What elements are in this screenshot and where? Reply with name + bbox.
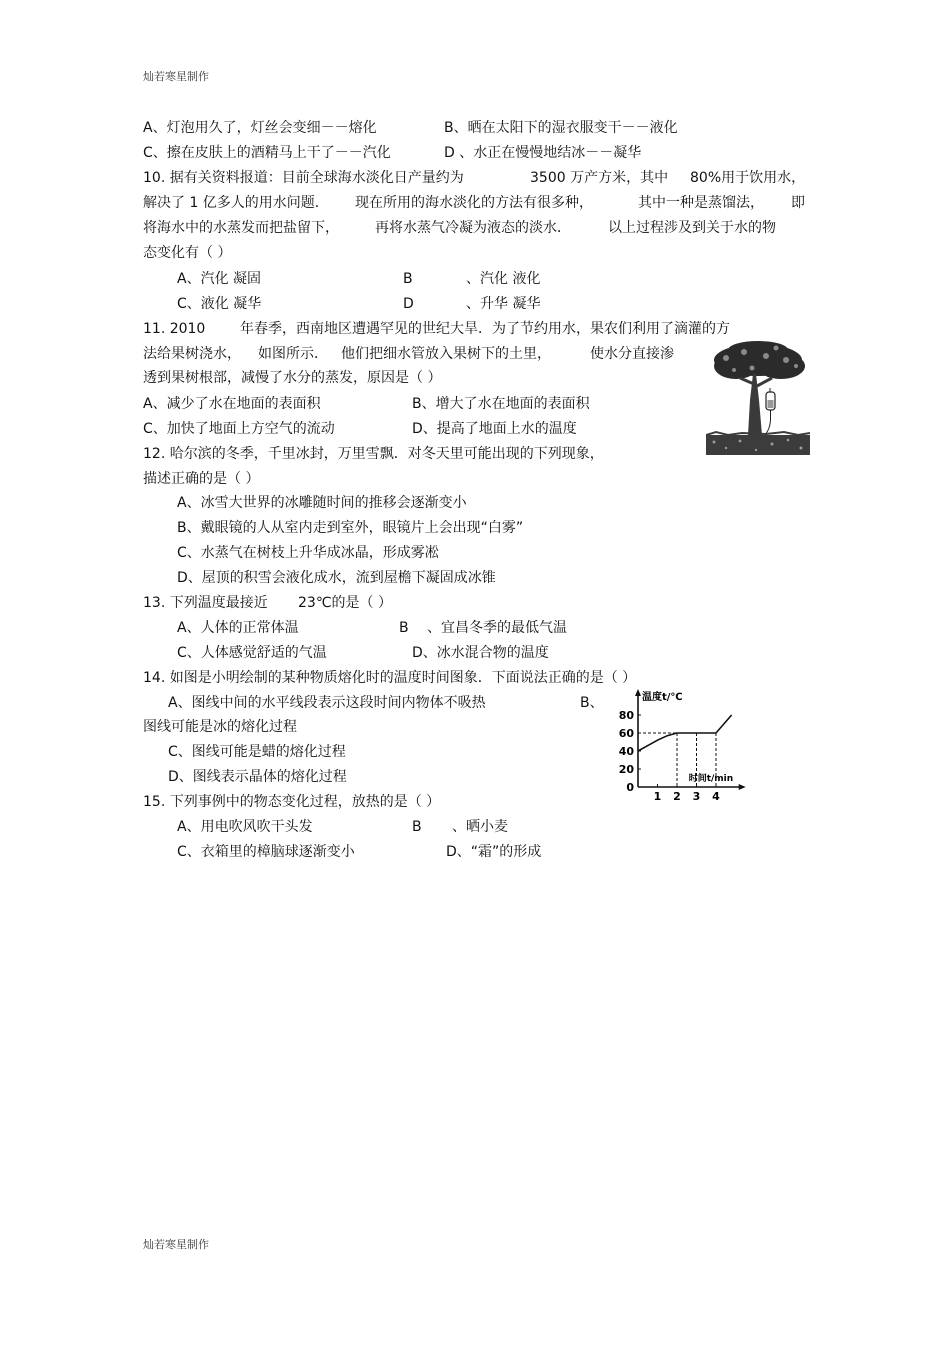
q13-line1a: 13. 下列温度最接近 [143,595,268,611]
q13-option-b: 、宜昌冬季的最低气温 [427,620,567,636]
x-tick-label: 3 [692,790,701,803]
q12-option-a: A、冰雪大世界的冰雕随时间的推移会逐渐变小 [177,495,467,511]
melting-curve-chart [612,688,772,804]
q10-line1c: 80%用于饮用水， [690,170,806,186]
q11-option-d: D、提高了地面上水的温度 [412,421,577,437]
q10-option-a: A、汽化 凝固 [177,271,262,287]
q15-option-a: A、用电吹风吹干头发 [177,819,313,835]
q12-option-c: C、水蒸气在树枝上升华成冰晶，形成雾凇 [177,545,439,561]
q10-line3a: 将海水中的水蒸发而把盐留下， [143,220,339,236]
q11-option-b: B、增大了水在地面的表面积 [412,396,590,412]
temperature-series-line [638,715,732,751]
q10-line2d: 即 [791,195,805,211]
q13-option-c: C、人体感觉舒适的气温 [177,645,327,661]
q10-line3b: 再将水蒸气冷凝为液态的淡水． [375,220,571,236]
q13-option-d: D、冰水混合物的温度 [412,645,549,661]
q10-line2b: 现在所用的海水淡化的方法有很多种， [355,195,593,211]
q14-option-d: D、图线表示晶体的熔化过程 [168,769,347,785]
q11-line1b: 年春季，西南地区遭遇罕见的世纪大旱．为了节约用水，果农们利用了滴灌的方 [240,321,730,337]
y-axis-arrow [635,689,641,696]
x-tick-label: 4 [712,790,720,803]
q15-option-b: 、晒小麦 [452,819,508,835]
q9-option-c: C、擦在皮肤上的酒精马上干了－－汽化 [143,145,391,161]
page-header: 灿若寒星制作 [143,70,209,83]
q14-option-b: 图线可能是冰的熔化过程 [143,719,297,735]
q14-option-c: C、图线可能是蜡的熔化过程 [168,744,346,760]
q10-option-c: C、液化 凝华 [177,296,262,312]
x-axis-label: 时间t/min [688,774,734,784]
q10-line3c: 以上过程涉及到关于水的物 [608,220,776,236]
y-tick-label: 0 [626,781,634,794]
q10-line4: 态变化有（ ） [143,245,232,261]
q11-line2c: 他们把细水管放入果树下的土里， [341,346,551,362]
y-tick-label: 60 [618,727,634,740]
q14-option-b-letter: B、 [580,695,604,711]
q12-option-d: D、屋顶的积雪会液化成水，流到屋檐下凝固成冰锥 [177,570,496,586]
q11-line3: 透到果树根部，减慢了水分的蒸发，原因是（ ） [143,370,442,386]
q10-line2c: 其中一种是蒸馏法， [638,195,764,211]
q9-option-d: D 、水正在慢慢地结冰－－凝华 [444,145,642,161]
q10-option-d: 、升华 凝华 [466,296,541,312]
q11-option-a: A、减少了水在地面的表面积 [143,396,321,412]
q10-option-b: 、汽化 液化 [466,271,541,287]
q13-option-a: A、人体的正常体温 [177,620,299,636]
q9-option-a: A、灯泡用久了，灯丝会变细－－熔化 [143,120,377,136]
y-tick-label: 40 [618,745,634,758]
q11-line1a: 11. 2010 [143,321,206,337]
q12-line2: 描述正确的是（ ） [143,471,260,487]
q10-line1a: 10. 据有关资料报道：目前全球海水淡化日产量约为 [143,170,464,186]
x-tick-label: 1 [653,790,662,803]
q10-line2a: 解决了 1 亿多人的用水问题． [143,195,329,211]
y-tick-label: 20 [618,763,634,776]
q11-option-c: C、加快了地面上方空气的流动 [143,421,335,437]
q12-option-b: B、戴眼镜的人从室内走到室外，眼镜片上会出现“白雾” [177,520,524,536]
x-axis-arrow [739,784,746,790]
q13-line1b: 23℃的是（ ） [298,595,392,611]
q10-line1b: 3500 万产方米，其中 [530,170,669,186]
q10-option-b-letter: B [403,271,413,287]
q15-option-b-letter: B [412,819,422,835]
q9-option-b: B、晒在太阳下的湿衣服变干－－液化 [444,120,678,136]
q14-option-a: A、图线中间的水平线段表示这段时间内物体不吸热 [168,695,486,711]
q15-option-c: C、衣箱里的樟脑球逐渐变小 [177,844,355,860]
q14-line1: 14. 如图是小明绘制的某种物质熔化时的温度时间图象．下面说法正确的是（ ） [143,670,637,686]
q11-line2d: 使水分直接渗 [590,346,674,362]
y-tick-label: 80 [618,709,634,722]
x-tick-label: 2 [673,790,681,803]
q15-option-d: D、“霜”的形成 [446,844,542,860]
q10-option-d-letter: D [403,296,414,312]
tree-drip-irrigation-icon [706,340,810,458]
q13-option-b-letter: B [399,620,409,636]
q11-line2b: 如图所示． [258,346,328,362]
q15-line1: 15. 下列事例中的物态变化过程，放热的是（ ） [143,794,441,810]
q12-line1: 12. 哈尔滨的冬季，千里冰封，万里雪飘．对冬天里可能出现的下列现象， [143,446,604,462]
y-axis-label: 温度t/℃ [642,692,683,703]
page-footer: 灿若寒星制作 [143,1238,209,1251]
q11-line2a: 法给果树浇水， [143,346,241,362]
